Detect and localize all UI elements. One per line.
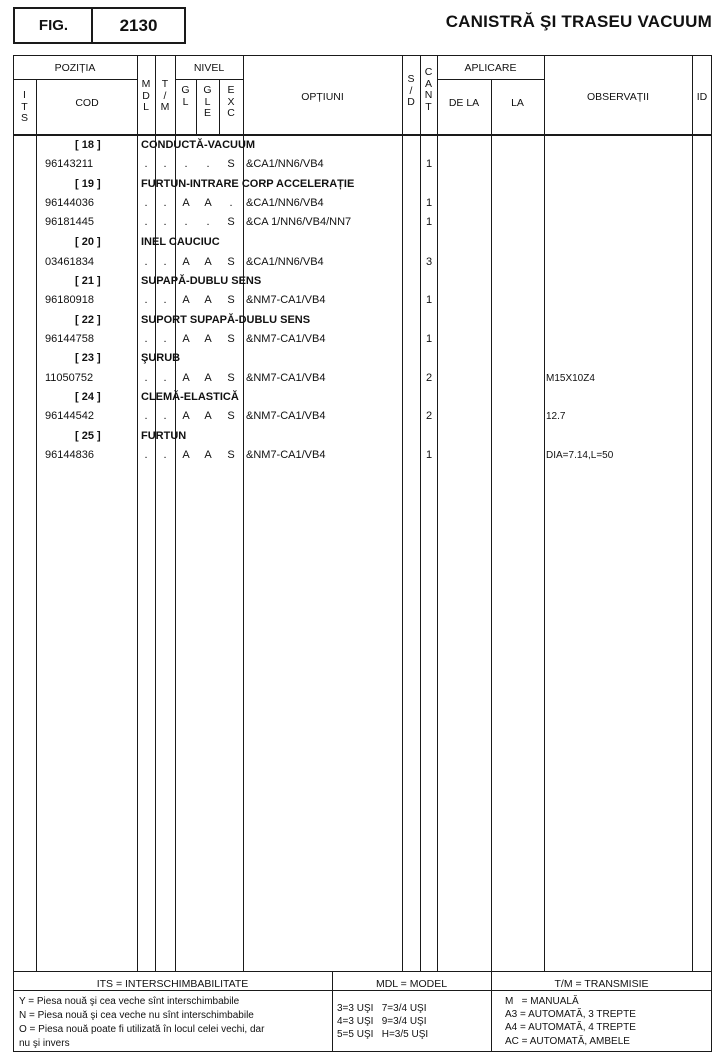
legend-tm-line: A3 = AUTOMATĂ, 3 TREPTE [505, 1009, 636, 1020]
tm-value: . [163, 410, 167, 422]
col-sep-sd [420, 55, 421, 971]
part-code: 11050752 [45, 372, 94, 384]
mdl-value: . [144, 197, 148, 209]
header-nivel: NIVEL [193, 62, 225, 74]
pozitia-underline [13, 79, 137, 80]
part-description: FURTUN [141, 430, 187, 442]
legend-tm-title: T/M = TRANSMISIE [554, 978, 649, 990]
gle-value: A [204, 410, 212, 422]
part-description: SUPAPĂ-DUBLU SENS [141, 275, 262, 287]
col-sep-cod [137, 55, 138, 971]
header-its: I T S [20, 89, 28, 124]
header-pozitia: POZIȚIA [54, 62, 96, 74]
quantity: 1 [425, 158, 433, 170]
mdl-value: . [144, 256, 148, 268]
col-sep-la [544, 55, 545, 971]
col-sep-mdl [155, 55, 156, 971]
exc-value: S [227, 372, 235, 384]
position-number: [ 18 ] [75, 139, 101, 151]
header-exc: E X C [227, 84, 235, 119]
option-code: &CA1/NN6/VB4 [246, 256, 324, 268]
gle-value: A [204, 333, 212, 345]
gl-value: . [184, 158, 188, 170]
part-description: FURTUN-INTRARE CORP ACCELERAȚIE [141, 178, 355, 190]
tm-value: . [163, 449, 167, 461]
exc-value: . [229, 197, 233, 209]
legend-its-line: O = Piesa nouă poate fi utilizată în locul celei vechi, dar [19, 1024, 265, 1035]
tm-value: . [163, 372, 167, 384]
col-sep-observatii [692, 55, 693, 971]
legend-its-line: nu şi invers [19, 1038, 70, 1049]
gle-value: A [204, 197, 212, 209]
tm-value: . [163, 216, 167, 228]
legend-its-title: ITS = INTERSCHIMBABILITATE [96, 978, 249, 990]
exc-value: S [227, 294, 235, 306]
tm-value: . [163, 197, 167, 209]
gl-value: A [182, 372, 190, 384]
part-description: SUPORT SUPAPĂ-DUBLU SENS [141, 314, 311, 326]
position-number: [ 25 ] [75, 430, 101, 442]
part-description: CONDUCTĂ-VACUUM [141, 139, 256, 151]
tm-value: . [163, 158, 167, 170]
exc-value: S [227, 449, 235, 461]
mdl-value: . [144, 410, 148, 422]
part-description: ŞURUB [141, 352, 181, 364]
part-code: 96181445 [45, 216, 94, 228]
legend-tm-line: AC = AUTOMATĂ, AMBELE [505, 1036, 630, 1047]
option-code: &NM7-CA1/VB4 [246, 294, 326, 306]
mdl-value: . [144, 158, 148, 170]
header-gl: G L [181, 84, 190, 108]
quantity: 1 [425, 216, 433, 228]
header-bottom-rule [13, 134, 712, 136]
header-tm: T / M [160, 78, 170, 113]
part-code: 96143211 [45, 158, 94, 170]
header-id: ID [696, 91, 708, 103]
gle-value: A [204, 294, 212, 306]
gle-value: A [204, 256, 212, 268]
tm-value: . [163, 294, 167, 306]
gl-value: A [182, 256, 190, 268]
parts-table [13, 55, 712, 972]
option-code: &NM7-CA1/VB4 [246, 333, 326, 345]
gl-value: A [182, 410, 190, 422]
tm-value: . [163, 333, 167, 345]
part-code: 03461834 [45, 256, 94, 268]
col-sep-tm [175, 55, 176, 971]
option-code: &CA 1/NN6/VB4/NN7 [246, 216, 352, 228]
part-code: 96180918 [45, 294, 94, 306]
header-la: LA [511, 97, 524, 109]
exc-value: S [227, 410, 235, 422]
part-code: 96144836 [45, 449, 94, 461]
quantity: 2 [425, 372, 433, 384]
option-code: &NM7-CA1/VB4 [246, 410, 326, 422]
legend-tm-line: A4 = AUTOMATĂ, 4 TREPTE [505, 1022, 636, 1033]
legend-mdl-title: MDL = MODEL [375, 978, 448, 990]
legend-mdl-line: 5=5 UŞI H=3/5 UŞI [337, 1029, 429, 1040]
exc-value: S [227, 256, 235, 268]
quantity: 1 [425, 449, 433, 461]
col-sep-its [36, 79, 37, 971]
header-optiuni: OPȚIUNI [301, 91, 344, 103]
legend-its-line: N = Piesa nouă şi cea veche nu sînt interschimbabile [19, 1010, 254, 1021]
position-number: [ 19 ] [75, 178, 101, 190]
part-description: CLEMĂ-ELASTICĂ [141, 391, 239, 403]
option-code: &NM7-CA1/VB4 [246, 449, 326, 461]
gl-value: . [184, 216, 188, 228]
tm-value: . [163, 256, 167, 268]
header-sd: S / D [407, 73, 415, 108]
mdl-value: . [144, 372, 148, 384]
gl-value: A [182, 294, 190, 306]
legend-tm-line: M = MANUALĂ [505, 996, 579, 1007]
exc-value: S [227, 333, 235, 345]
observation: DIA=7.14,L=50 [546, 450, 614, 461]
position-number: [ 22 ] [75, 314, 101, 326]
mdl-value: . [144, 294, 148, 306]
option-code: &NM7-CA1/VB4 [246, 372, 326, 384]
col-sep-optiuni [402, 55, 403, 971]
part-code: 96144036 [45, 197, 94, 209]
gl-value: A [182, 197, 190, 209]
legend-mdl-line: 4=3 UŞI 9=3/4 UŞI [337, 1016, 427, 1027]
position-number: [ 23 ] [75, 352, 101, 364]
position-number: [ 20 ] [75, 236, 101, 248]
header-cant: C A N T [424, 66, 433, 113]
nivel-underline [175, 79, 243, 80]
gl-value: A [182, 333, 190, 345]
gle-value: A [204, 372, 212, 384]
header-observatii: OBSERVAȚII [586, 91, 650, 103]
gle-value: . [206, 158, 210, 170]
exc-value: S [227, 158, 235, 170]
gl-value: A [182, 449, 190, 461]
quantity: 2 [425, 410, 433, 422]
quantity: 1 [425, 294, 433, 306]
gle-value: A [204, 449, 212, 461]
part-code: 96144542 [45, 410, 94, 422]
header-mdl: M D L [141, 78, 151, 113]
figure-number: 2130 [119, 15, 158, 35]
position-number: [ 24 ] [75, 391, 101, 403]
col-sep-cant [437, 55, 438, 971]
legend-its-line: Y = Piesa nouă şi cea veche sînt interschimbabile [19, 996, 240, 1007]
legend-mdl-line: 3=3 UŞI 7=3/4 UŞI [337, 1003, 427, 1014]
option-code: &CA1/NN6/VB4 [246, 158, 324, 170]
option-code: &CA1/NN6/VB4 [246, 197, 324, 209]
header-gle: G L E [203, 84, 212, 119]
observation: 12.7 [546, 411, 566, 422]
position-number: [ 21 ] [75, 275, 101, 287]
mdl-value: . [144, 216, 148, 228]
col-sep-exc [243, 55, 244, 971]
header-de-la: DE LA [448, 97, 480, 109]
quantity: 1 [425, 333, 433, 345]
header-cod: COD [75, 97, 99, 109]
quantity: 1 [425, 197, 433, 209]
part-description: INEL CAUCIUC [141, 236, 220, 248]
header-aplicare: APLICARE [464, 62, 517, 74]
exc-value: S [227, 216, 235, 228]
document-title: CANISTRĂ ŞI TRASEU VACUUM [445, 12, 712, 31]
observation: M15X10Z4 [546, 373, 595, 384]
quantity: 3 [425, 256, 433, 268]
part-code: 96144758 [45, 333, 94, 345]
figure-label: FIG. [38, 17, 69, 34]
col-sep-dela [491, 79, 492, 971]
mdl-value: . [144, 333, 148, 345]
mdl-value: . [144, 449, 148, 461]
legend-title-rule [13, 990, 712, 991]
gle-value: . [206, 216, 210, 228]
